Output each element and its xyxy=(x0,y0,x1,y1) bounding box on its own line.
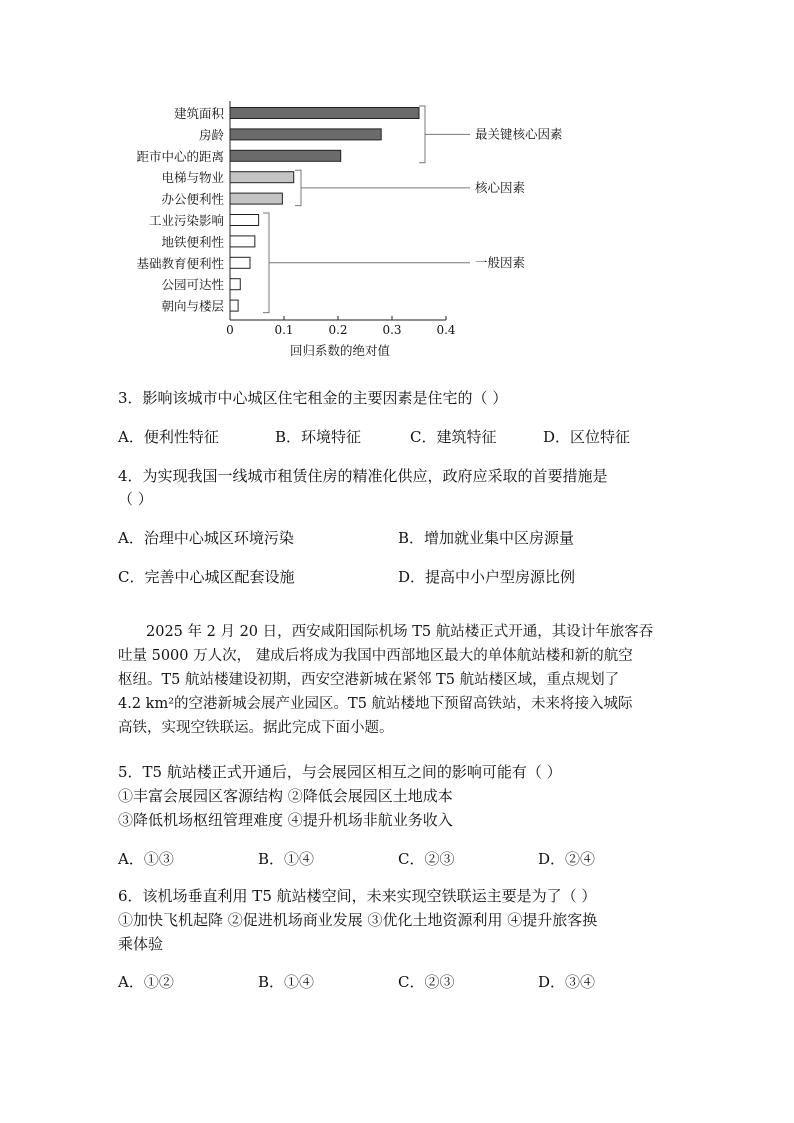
q5-items-line-1: ①丰富会展园区客源结构 ②降低会展园区土地成本 xyxy=(118,787,453,805)
category-label-5: 工业污染影响 xyxy=(148,213,224,228)
passage-line-4: 4.2 km²的空港新城会展产业园区。T5 航站楼地下预留高铁站，未来将接入城际 xyxy=(118,696,633,712)
group-bracket-0 xyxy=(419,106,425,163)
group-bracket-2 xyxy=(263,213,269,313)
q6-option-a: A．①② xyxy=(118,973,174,991)
passage-line-2: 吐量 5000 万人次， 建成后将成为我国中西部地区最大的单体航站楼和新的航空 xyxy=(118,648,633,664)
x-tick-label-0: 0 xyxy=(226,323,234,337)
category-label-9: 朝向与楼层 xyxy=(161,298,224,314)
category-label-2: 距市中心的距离 xyxy=(136,148,224,164)
q3-option-b: B．环境特征 xyxy=(275,428,362,446)
group-label-1: 核心因素 xyxy=(475,179,526,195)
regression-bar-chart xyxy=(0,0,794,370)
bar-0 xyxy=(230,108,419,119)
q3-option-c: C．建筑特征 xyxy=(410,428,497,446)
category-label-0: 建筑面积 xyxy=(173,106,224,121)
bar-2 xyxy=(230,150,341,161)
bar-8 xyxy=(230,279,240,290)
group-bracket-1 xyxy=(295,170,301,205)
bar-9 xyxy=(230,300,238,311)
q5-option-b: B．①④ xyxy=(258,850,315,868)
q5-option-d: D．②④ xyxy=(538,850,596,868)
bar-6 xyxy=(230,236,255,247)
x-tick-label-3: 0.3 xyxy=(382,323,402,337)
question-4-paren: （ ） xyxy=(118,490,153,508)
bar-3 xyxy=(230,172,294,183)
passage-line-1: 2025 年 2 月 20 日，西安咸阳国际机场 T5 航站楼正式开通，其设计年旅客吞 xyxy=(146,624,654,640)
question-4-stem: 4．为实现我国一线城市租赁住房的精准化供应，政府应采取的首要措施是 xyxy=(118,467,608,485)
q4-option-c: C．完善中心城区配套设施 xyxy=(118,568,295,586)
category-label-4: 办公便利性 xyxy=(161,191,224,207)
q6-items-line-2: 乘体验 xyxy=(118,935,164,953)
category-label-8: 公园可达性 xyxy=(161,277,224,293)
q5-option-a: A．①③ xyxy=(118,850,174,868)
x-tick-label-1: 0.1 xyxy=(274,323,294,337)
question-3-stem: 3．影响该城市中心城区住宅租金的主要因素是住宅的（ ） xyxy=(118,389,508,407)
question-5-stem: 5．T5 航站楼正式开通后，与会展园区相互之间的影响可能有（ ） xyxy=(118,763,562,781)
q3-option-a: A．便利性特征 xyxy=(118,428,219,446)
question-6-stem: 6．该机场垂直利用 T5 航站楼空间，未来实现空铁联运主要是为了（ ） xyxy=(118,887,597,905)
category-label-7: 基础教育便利性 xyxy=(136,255,224,271)
q3-option-d: D．区位特征 xyxy=(543,428,631,446)
q5-option-c: C．②③ xyxy=(398,850,455,868)
group-label-0: 最关键核心因素 xyxy=(475,126,563,142)
category-label-6: 地铁便利性 xyxy=(161,234,224,250)
q4-option-d: D．提高中小户型房源比例 xyxy=(398,568,576,586)
bar-5 xyxy=(230,215,259,226)
q6-option-b: B．①④ xyxy=(258,973,315,991)
q5-items-line-2: ③降低机场枢纽管理难度 ④提升机场非航业务收入 xyxy=(118,811,453,829)
category-label-1: 房龄 xyxy=(198,127,224,143)
category-label-3: 电梯与物业 xyxy=(161,170,224,186)
q4-option-a: A．治理中心城区环境污染 xyxy=(118,529,294,547)
q6-option-d: D．③④ xyxy=(538,973,596,991)
bar-4 xyxy=(230,193,282,204)
x-tick-label-4: 0.4 xyxy=(436,323,456,337)
q6-option-c: C．②③ xyxy=(398,973,455,991)
x-axis-title: 回归系数的绝对值 xyxy=(289,343,391,358)
q6-items-line-1: ①加快飞机起降 ②促进机场商业发展 ③优化土地资源利用 ④提升旅客换 xyxy=(118,911,598,929)
q4-option-b: B．增加就业集中区房源量 xyxy=(398,529,575,547)
x-tick-label-2: 0.2 xyxy=(328,323,348,337)
bar-1 xyxy=(230,129,381,140)
group-label-2: 一般因素 xyxy=(475,254,526,270)
passage-line-5: 高铁，实现空铁联运。据此完成下面小题。 xyxy=(118,720,394,736)
bar-7 xyxy=(230,257,250,268)
passage-line-3: 枢纽。T5 航站楼建设初期，西安空港新城在紧邻 T5 航站楼区域，重点规划了 xyxy=(118,672,620,688)
